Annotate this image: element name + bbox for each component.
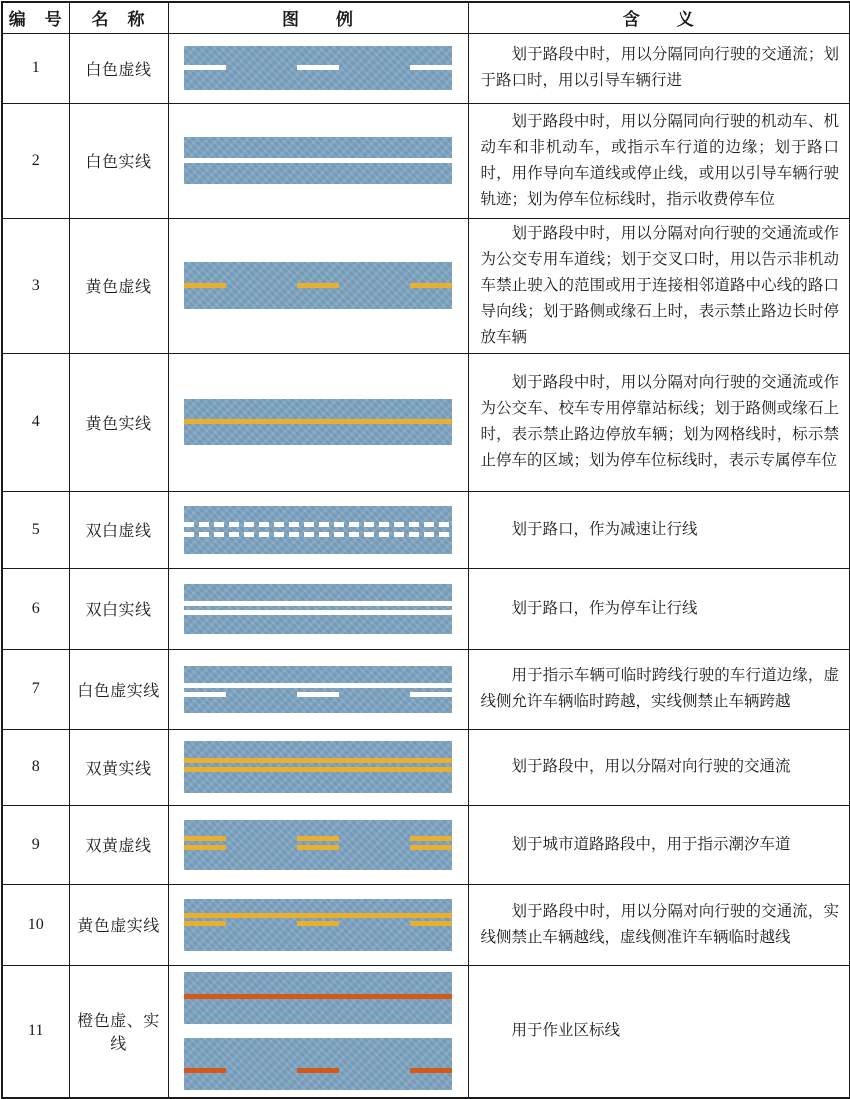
meaning-cell — [468, 884, 850, 965]
road-legend — [169, 899, 468, 951]
road-swatch — [184, 46, 452, 90]
solid-white-marking — [184, 158, 452, 163]
meaning-text: 划于路口，作为停车让行线 — [511, 599, 698, 617]
meaning-cell — [468, 729, 850, 805]
road-legend — [169, 399, 468, 445]
dashed-white-marking — [184, 65, 452, 70]
header-legend: 图 例 — [168, 2, 468, 33]
table-row — [2, 353, 850, 491]
meaning-text: 划于路段中时，用以分隔对向行驶的交通流，实线侧禁止车辆越线，虚线侧准许车辆临时越线 — [480, 902, 839, 946]
road-marking-table — [1, 1, 850, 1099]
legend-cell — [168, 649, 468, 729]
dashed-orange-marking — [184, 1068, 452, 1073]
header-row — [2, 2, 850, 33]
table-row — [2, 33, 850, 103]
marking-name: 双白虚线 — [69, 491, 168, 568]
marking-name: 黄色虚线 — [69, 218, 168, 353]
road-swatch — [184, 137, 452, 184]
meaning-cell — [468, 33, 850, 103]
meaning-cell — [468, 568, 850, 649]
road-legend — [169, 972, 468, 1090]
road-legend — [169, 741, 468, 793]
meaning-text: 划于路段中，用以分隔对向行驶的交通流 — [511, 758, 791, 775]
road-legend — [169, 46, 468, 90]
road-swatch — [184, 666, 452, 713]
row-number: 8 — [2, 729, 69, 805]
row-number: 5 — [2, 491, 69, 568]
row-number: 9 — [2, 805, 69, 884]
marking-name: 双黄实线 — [69, 729, 168, 805]
solid-white-marking — [184, 601, 452, 606]
legend-cell — [168, 884, 468, 965]
row-number: 3 — [2, 218, 69, 353]
road-swatch — [184, 820, 452, 870]
row-number: 11 — [2, 965, 69, 1098]
road-legend — [169, 506, 468, 554]
dashed-yellow-marking — [184, 845, 452, 850]
marking-name: 橙色虚、实线 — [69, 965, 168, 1098]
meaning-cell — [468, 649, 850, 729]
solid-orange-marking — [184, 994, 452, 999]
table-row — [2, 568, 850, 649]
road-swatch — [184, 899, 452, 951]
table-row — [2, 218, 850, 353]
legend-cell — [168, 491, 468, 568]
legend-cell — [168, 353, 468, 491]
legend-cell — [168, 103, 468, 218]
marking-name: 双白实线 — [69, 568, 168, 649]
row-number: 10 — [2, 884, 69, 965]
table-row — [2, 965, 850, 1098]
marking-name: 黄色实线 — [69, 353, 168, 491]
dense-dashed-white-marking — [184, 522, 452, 527]
solid-yellow-marking — [184, 767, 452, 772]
road-swatch — [184, 506, 452, 554]
solid-yellow-marking — [184, 913, 452, 918]
meaning-text: 划于路段中时，用以分隔对向行驶的交通流或作为公交专用车道线；划于交叉口时，用以告示非机动车禁止驶入的范围或用于连接相邻道路中心线的路口导向线；划于路侧或缘石上时，表示禁止路边长时停放车辆 — [480, 224, 839, 346]
meaning-text: 用于指示车辆可临时跨线行驶的车行道边缘，虚线侧允许车辆临时跨越，实线侧禁止车辆跨越 — [480, 667, 839, 710]
row-number: 2 — [2, 103, 69, 218]
table-row — [2, 884, 850, 965]
road-legend — [169, 820, 468, 870]
row-number: 1 — [2, 33, 69, 103]
road-swatch — [184, 741, 452, 793]
meaning-text: 划于路口，作为减速让行线 — [511, 520, 698, 538]
marking-name: 白色虚线 — [69, 33, 168, 103]
table-row — [2, 103, 850, 218]
legend-cell — [168, 568, 468, 649]
marking-name: 双黄虚线 — [69, 805, 168, 884]
table-row — [2, 491, 850, 568]
table-row — [2, 729, 850, 805]
meaning-cell — [468, 491, 850, 568]
table-row — [2, 805, 850, 884]
table-row — [2, 649, 850, 729]
solid-white-marking — [184, 610, 452, 615]
meaning-text: 划于路段中时，用以分隔同向行驶的机动车、机动车和非机动车，或指示车行道的边缘；划于路口时，用作导向车道线或停止线，或用以引导车辆行驶轨迹；划为停车位标线时，指示收费停车位 — [480, 112, 839, 208]
road-swatch — [184, 584, 452, 634]
road-swatch — [184, 972, 452, 1024]
marking-name: 白色实线 — [69, 103, 168, 218]
road-legend — [169, 137, 468, 184]
road-swatch — [184, 262, 452, 309]
header-number: 编 号 — [2, 2, 69, 33]
meaning-cell — [468, 965, 850, 1098]
meaning-cell — [468, 103, 850, 218]
meaning-text: 划于路段中时，用以分隔同向行驶的交通流；划于路口时，用以引导车辆行进 — [480, 46, 839, 89]
meaning-cell — [468, 353, 850, 491]
dashed-yellow-marking — [184, 836, 452, 841]
row-number: 7 — [2, 649, 69, 729]
dashed-yellow-marking — [184, 921, 452, 926]
road-legend — [169, 666, 468, 713]
legend-cell — [168, 965, 468, 1098]
table-body — [2, 33, 850, 1098]
dense-dashed-white-marking — [184, 532, 452, 537]
header-name: 名 称 — [69, 2, 168, 33]
row-number: 4 — [2, 353, 69, 491]
dashed-yellow-marking — [184, 283, 452, 288]
road-swatch — [184, 1038, 452, 1090]
dashed-white-marking — [184, 692, 452, 697]
road-legend — [169, 262, 468, 309]
header-meaning: 含 义 — [468, 2, 850, 33]
meaning-text: 用于作业区标线 — [511, 1022, 621, 1040]
solid-yellow-marking — [184, 419, 452, 424]
solid-yellow-marking — [184, 758, 452, 763]
meaning-cell — [468, 805, 850, 884]
table-header — [2, 2, 850, 33]
meaning-text: 划于路段中时，用以分隔对向行驶的交通流或作为公交车、校车专用停靠站标线；划于路侧或缘石上时，表示禁止路边停放车辆；划为网格线时，标示禁止停车的区域；划为停车位标线时，表示专属停车位 — [480, 374, 839, 469]
solid-white-marking — [184, 683, 452, 688]
row-number: 6 — [2, 568, 69, 649]
meaning-cell — [468, 218, 850, 353]
legend-cell — [168, 805, 468, 884]
road-legend — [169, 584, 468, 634]
marking-name: 白色虚实线 — [69, 649, 168, 729]
legend-cell — [168, 729, 468, 805]
legend-cell — [168, 33, 468, 103]
meaning-text: 划于城市道路路段中，用于指示潮汐车道 — [511, 835, 791, 853]
marking-name: 黄色虚实线 — [69, 884, 168, 965]
legend-cell — [168, 218, 468, 353]
road-swatch — [184, 399, 452, 445]
